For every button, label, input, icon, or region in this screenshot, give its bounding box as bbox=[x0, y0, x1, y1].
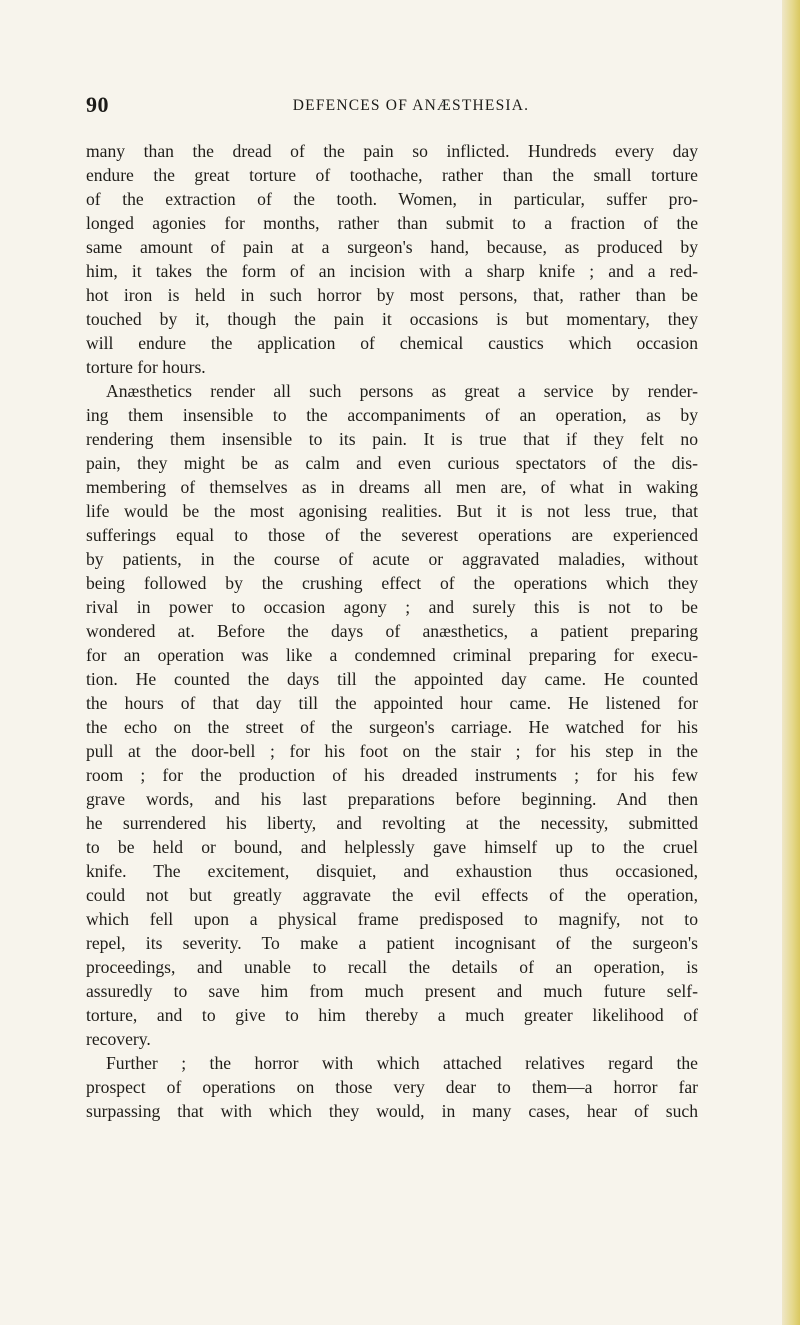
text-line: for an operation was like a condemned criminal preparing for execu- bbox=[86, 645, 698, 665]
text-line: sufferings equal to those of the severest operations are experienced bbox=[86, 525, 698, 545]
text-line: him, it takes the form of an incision with a sharp knife ; and a red- bbox=[86, 261, 698, 281]
text-line: repel, its severity. To make a patient incognisant of the surgeon's bbox=[86, 933, 698, 953]
text-line: ing them insensible to the accompaniments of an operation, as by bbox=[86, 405, 698, 425]
text-line: proceedings, and unable to recall the details of an operation, is bbox=[86, 957, 698, 977]
text-line: knife. The excitement, disquiet, and exhaustion thus occasioned, bbox=[86, 861, 698, 881]
running-title: DEFENCES OF ANÆSTHESIA. bbox=[292, 97, 530, 114]
text-line: wondered at. Before the days of anæsthetics, a patient preparing bbox=[86, 621, 698, 641]
text-line: membering of themselves as in dreams all men are, of what in waking bbox=[86, 477, 698, 497]
text-line: torture, and to give to him thereby a much greater likelihood of bbox=[86, 1005, 698, 1025]
text-line: by patients, in the course of acute or aggravated maladies, without bbox=[86, 549, 698, 569]
text-line: same amount of pain at a surgeon's hand, because, as produced by bbox=[86, 237, 698, 257]
text-line: torture for hours. bbox=[86, 357, 206, 377]
running-head bbox=[86, 92, 696, 120]
text-line: the echo on the street of the surgeon's carriage. He watched for his bbox=[86, 717, 698, 737]
page-number: 90 bbox=[86, 92, 109, 117]
text-line: longed agonies for months, rather than submit to a fraction of the bbox=[86, 213, 698, 233]
text-line: surpassing that with which they would, in many cases, hear of such bbox=[86, 1101, 698, 1121]
text-line: he surrendered his liberty, and revolting at the necessity, submitted bbox=[86, 813, 698, 833]
text-line: the hours of that day till the appointed hour came. He listened for bbox=[86, 693, 698, 713]
text-line: to be held or bound, and helplessly gave himself up to the cruel bbox=[86, 837, 698, 857]
text-line: will endure the application of chemical caustics which occasion bbox=[86, 333, 698, 353]
text-line: hot iron is held in such horror by most persons, that, rather than be bbox=[86, 285, 698, 305]
text-line: rendering them insensible to its pain. It is true that if they felt no bbox=[86, 429, 698, 449]
body-text bbox=[86, 139, 698, 1123]
text-line: Anæsthetics render all such persons as great a service by render- bbox=[106, 381, 698, 401]
text-line: grave words, and his last preparations before beginning. And then bbox=[86, 789, 698, 809]
text-line: prospect of operations on those very dear to them—a horror far bbox=[86, 1077, 698, 1097]
text-line: life would be the most agonising realities. But it is not less true, that bbox=[86, 501, 698, 521]
text-line: tion. He counted the days till the appointed day came. He counted bbox=[86, 669, 698, 689]
page-edge bbox=[782, 0, 800, 1325]
text-line: being followed by the crushing effect of the operations which they bbox=[86, 573, 698, 593]
text-line: assuredly to save him from much present and much future self- bbox=[86, 981, 698, 1001]
text-line: Further ; the horror with which attached relatives regard the bbox=[106, 1053, 698, 1073]
text-line: endure the great torture of toothache, rather than the small torture bbox=[86, 165, 698, 185]
text-line: rival in power to occasion agony ; and surely this is not to be bbox=[86, 597, 698, 617]
text-line: pull at the door-bell ; for his foot on the stair ; for his step in the bbox=[86, 741, 698, 761]
text-line: touched by it, though the pain it occasions is but momentary, they bbox=[86, 309, 698, 329]
text-line: pain, they might be as calm and even curious spectators of the dis- bbox=[86, 453, 698, 473]
text-line: recovery. bbox=[86, 1029, 151, 1049]
text-line: which fell upon a physical frame predisposed to magnify, not to bbox=[86, 909, 698, 929]
text-line: of the extraction of the tooth. Women, in particular, suffer pro- bbox=[86, 189, 698, 209]
text-line: could not but greatly aggravate the evil effects of the operation, bbox=[86, 885, 698, 905]
text-line: many than the dread of the pain so inflicted. Hundreds every day bbox=[86, 141, 698, 161]
text-line: room ; for the production of his dreaded instruments ; for his few bbox=[86, 765, 698, 785]
